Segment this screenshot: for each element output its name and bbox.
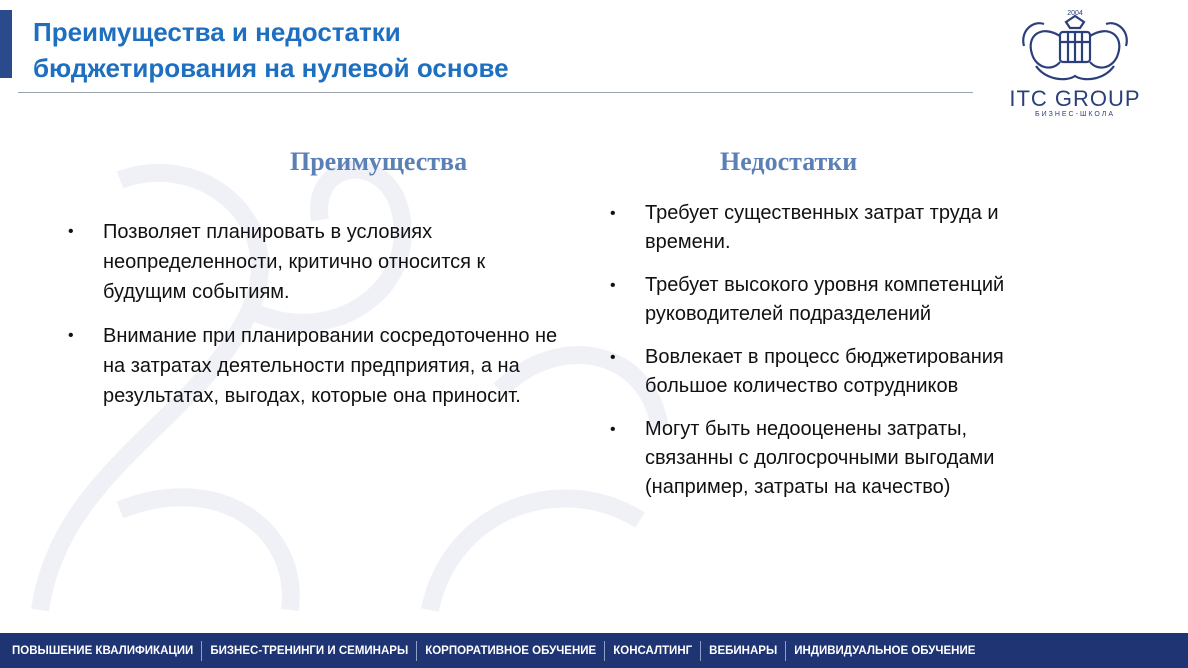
bullet-icon: • [68, 327, 74, 344]
footer-item-trainings: БИЗНЕС-ТРЕНИНГИ И СЕМИНАРЫ [210, 644, 409, 657]
list-item [610, 271, 1010, 329]
list-item-text: Требует высокого уровня компетенций руководителей подразделений [645, 274, 1005, 325]
crest-emblem-icon [1016, 6, 1134, 86]
footer-item-individual: ИНДИВИДУАЛЬНОЕ ОБУЧЕНИЕ [794, 644, 976, 657]
list-item [68, 217, 558, 307]
bullet-icon: • [610, 277, 616, 294]
advantages-heading: Преимущества [290, 147, 468, 176]
list-item-text: Внимание при планировании сосредоточенно не на затратах деятельности предприятия, а на результатах, выгодах, которые она приносит. [103, 325, 558, 407]
footer-bar [0, 633, 1188, 668]
logo-year: 2004 [1067, 10, 1083, 17]
logo-name: ITC GROUP [1009, 86, 1141, 111]
footer-item-corporate: КОРПОРАТИВНОЕ ОБУЧЕНИЕ [425, 644, 597, 657]
footer-item-consulting: КОНСАЛТИНГ [613, 644, 693, 657]
list-item [68, 321, 558, 411]
list-item-text: Позволяет планировать в условиях неопределенности, критично относится к будущим событиям. [103, 221, 486, 303]
list-item [610, 343, 1010, 401]
slide-title-line-1: Преимущества и недостатки [33, 17, 401, 47]
title-divider [18, 92, 973, 93]
logo-subtitle: БИЗНЕС-ШКОЛА [1034, 111, 1115, 118]
slide-title [33, 14, 509, 86]
disadvantages-list [610, 199, 1010, 516]
advantages-list [68, 217, 558, 425]
footer-item-webinars: ВЕБИНАРЫ [709, 644, 778, 657]
list-item [610, 415, 1010, 502]
list-item-text: Могут быть недооценены затраты, связанны с долгосрочными выгодами (например, затраты на качество) [645, 418, 995, 498]
slide-title-line-2: бюджетирования на нулевой основе [33, 53, 509, 83]
bullet-icon: • [610, 349, 616, 366]
list-item [610, 199, 1010, 257]
bullet-icon: • [610, 421, 616, 438]
disadvantages-heading: Недостатки [720, 147, 858, 176]
footer-item-qualification: ПОВЫШЕНИЕ КВАЛИФИКАЦИИ [12, 644, 194, 657]
bullet-icon: • [68, 223, 74, 240]
itc-group-logo [990, 6, 1160, 118]
bullet-icon: • [610, 205, 616, 222]
list-item-text: Требует существенных затрат труда и времени. [645, 202, 999, 253]
title-accent-bar [0, 10, 12, 78]
list-item-text: Вовлекает в процесс бюджетирования большое количество сотрудников [645, 346, 1004, 397]
